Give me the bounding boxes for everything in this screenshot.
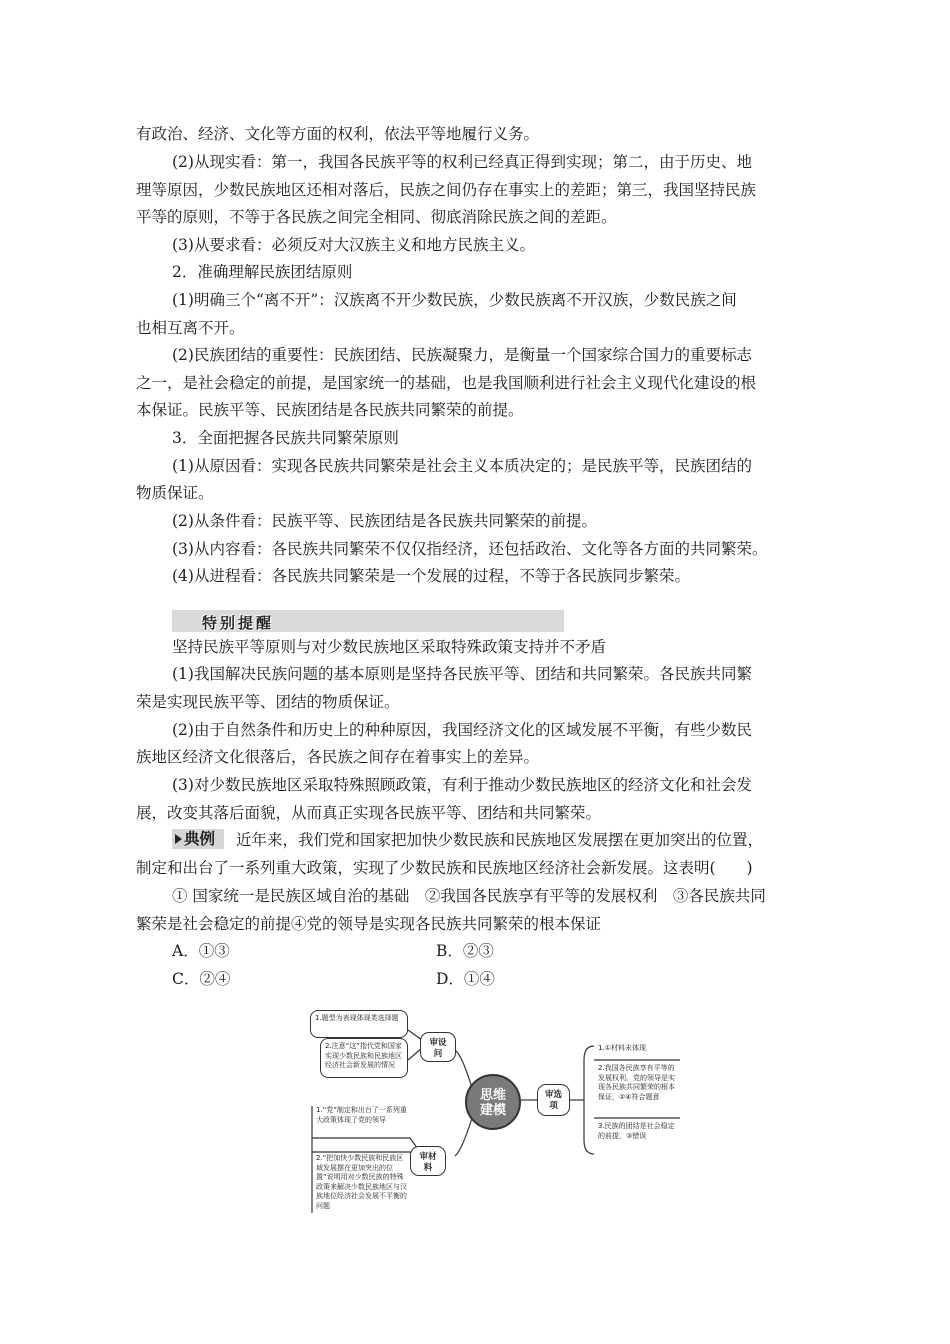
mindmap-option-item: 1.①材料未体现: [598, 1044, 646, 1052]
paragraph-line: (2)民族团结的重要性：民族团结、民族凝聚力，是衡量一个国家综合国力的重要标志: [172, 346, 752, 364]
mindmap-box-question-type: 1.题型为表现体现类选择题: [310, 1010, 408, 1038]
option-b: B．②③: [436, 942, 494, 960]
paragraph-line: 之一，是社会稳定的前提，是国家统一的基础，也是我国顺利进行社会主义现代化建设的根: [136, 374, 757, 392]
reminder-line: (2)由于自然条件和历史上的种种原因，我国经济文化的区域发展不平衡，有些少数民: [172, 721, 752, 739]
paragraph-line: 平等的原则，不等于各民族之间完全相同、彻底消除民族之间的差距。: [136, 208, 617, 226]
paragraph-line: 理等原因，少数民族地区还相对落后，民族之间仍存在事实上的差距；第三，我国坚持民族: [136, 181, 757, 199]
section-heading: 3．全面把握各民族共同繁荣原则: [172, 429, 399, 447]
example-statements: 繁荣是社会稳定的前提④党的领导是实现各民族共同繁荣的根本保证: [136, 915, 602, 933]
paragraph-line: 本保证。民族平等、民族团结是各民族共同繁荣的前提。: [136, 401, 524, 419]
mindmap-material-item: 1.“党”制定和出台了一系列重大政策体现了党的领导: [316, 1106, 407, 1124]
example-tag: [172, 829, 224, 849]
mindmap-node-question: 审设 问: [420, 1032, 456, 1062]
paragraph-line: (1)明确三个“离不开”：汉族离不开少数民族，少数民族离不开汉族，少数民族之间: [172, 291, 737, 309]
reminder-banner: [172, 610, 564, 632]
reminder-line: 展，改变其落后面貌，从而真正实现各民族平等、团结和共同繁荣。: [136, 804, 602, 822]
section-heading: 2．准确理解民族团结原则: [172, 263, 353, 281]
example-stem: 近年来，我们党和国家把加快少数民族和民族地区发展摆在更加突出的位置，: [236, 831, 764, 849]
option-d: D．①④: [436, 970, 495, 988]
mindmap-node-material: 审材 料: [410, 1146, 446, 1176]
paragraph-line: 有政治、经济、文化等方面的权利，依法平等地履行义务。: [136, 125, 540, 143]
example-statements: ① 国家统一是民族区域自治的基础 ②我国各民族享有平等的发展权利 ③各民族共同: [172, 887, 766, 905]
paragraph-line: 物质保证。: [136, 484, 214, 502]
paragraph-line: (1)从原因看：实现各民族共同繁荣是社会主义本质决定的；是民族平等，民族团结的: [172, 457, 752, 475]
example-stem: 制定和出台了一系列重大政策，实现了少数民族和民族地区经济社会新发展。这表明( ): [136, 859, 753, 877]
reminder-label: 特别提醒: [202, 614, 275, 632]
paragraph-line: (3)从要求看：必须反对大汉族主义和地方民族主义。: [172, 236, 535, 254]
mindmap-box-this-refers: 2.注意“这”指代党和国家实现少数民族和民族地区经济社会新发展的情况: [320, 1038, 408, 1078]
mindmap-option-item: 2.我国各民族享有平等的发展权利，党的领导是实现各民族共同繁荣的根本保证，②④符合题意: [598, 1064, 675, 1101]
paragraph-line: (2)从条件看：民族平等、民族团结是各民族共同繁荣的前提。: [172, 512, 597, 530]
option-c: C．②④: [172, 970, 231, 988]
reminder-line: 荣是实现民族平等、团结的物质保证。: [136, 693, 400, 711]
reminder-line: 族地区经济文化很落后，各民族之间存在着事实上的差异。: [136, 748, 540, 766]
reminder-line: (3)对少数民族地区采取特殊照顾政策，有利于推动少数民族地区的经济文化和社会发: [172, 776, 752, 794]
reminder-line: 坚持民族平等原则与对少数民族地区采取特殊政策支持并不矛盾: [172, 638, 607, 656]
mindmap-node-options: 审选 项: [537, 1084, 570, 1116]
mindmap-material-item: 2.“把加快少数民族和民族区域发展摆在更加突出的位置”说明用对少数民族的特殊政策来解决少数民族地区与汉族地位经济社会发展不平衡的问题: [316, 1154, 407, 1210]
example-label: 典例: [184, 830, 216, 848]
option-a: A．①③: [172, 942, 230, 960]
reminder-line: (1)我国解决民族问题的基本原则是坚持各民族平等、团结和共同繁荣。各民族共同繁: [172, 665, 752, 683]
paragraph-line: (2)从现实看：第一，我国各民族平等的权利已经真正得到实现；第二，由于历史、地: [172, 153, 752, 171]
paragraph-line: (3)从内容看：各民族共同繁荣不仅仅指经济，还包括政治、文化等各方面的共同繁荣。: [172, 540, 768, 558]
mindmap-center: 思维 建模: [465, 1074, 521, 1130]
paragraph-line: (4)从进程看：各民族共同繁荣是一个发展的过程，不等于各民族同步繁荣。: [172, 567, 690, 585]
mindmap-option-item: 3.民族的团结是社会稳定的前提，③错误: [598, 1122, 675, 1140]
paragraph-line: 也相互离不开。: [136, 319, 245, 337]
triangle-icon: [175, 834, 182, 844]
